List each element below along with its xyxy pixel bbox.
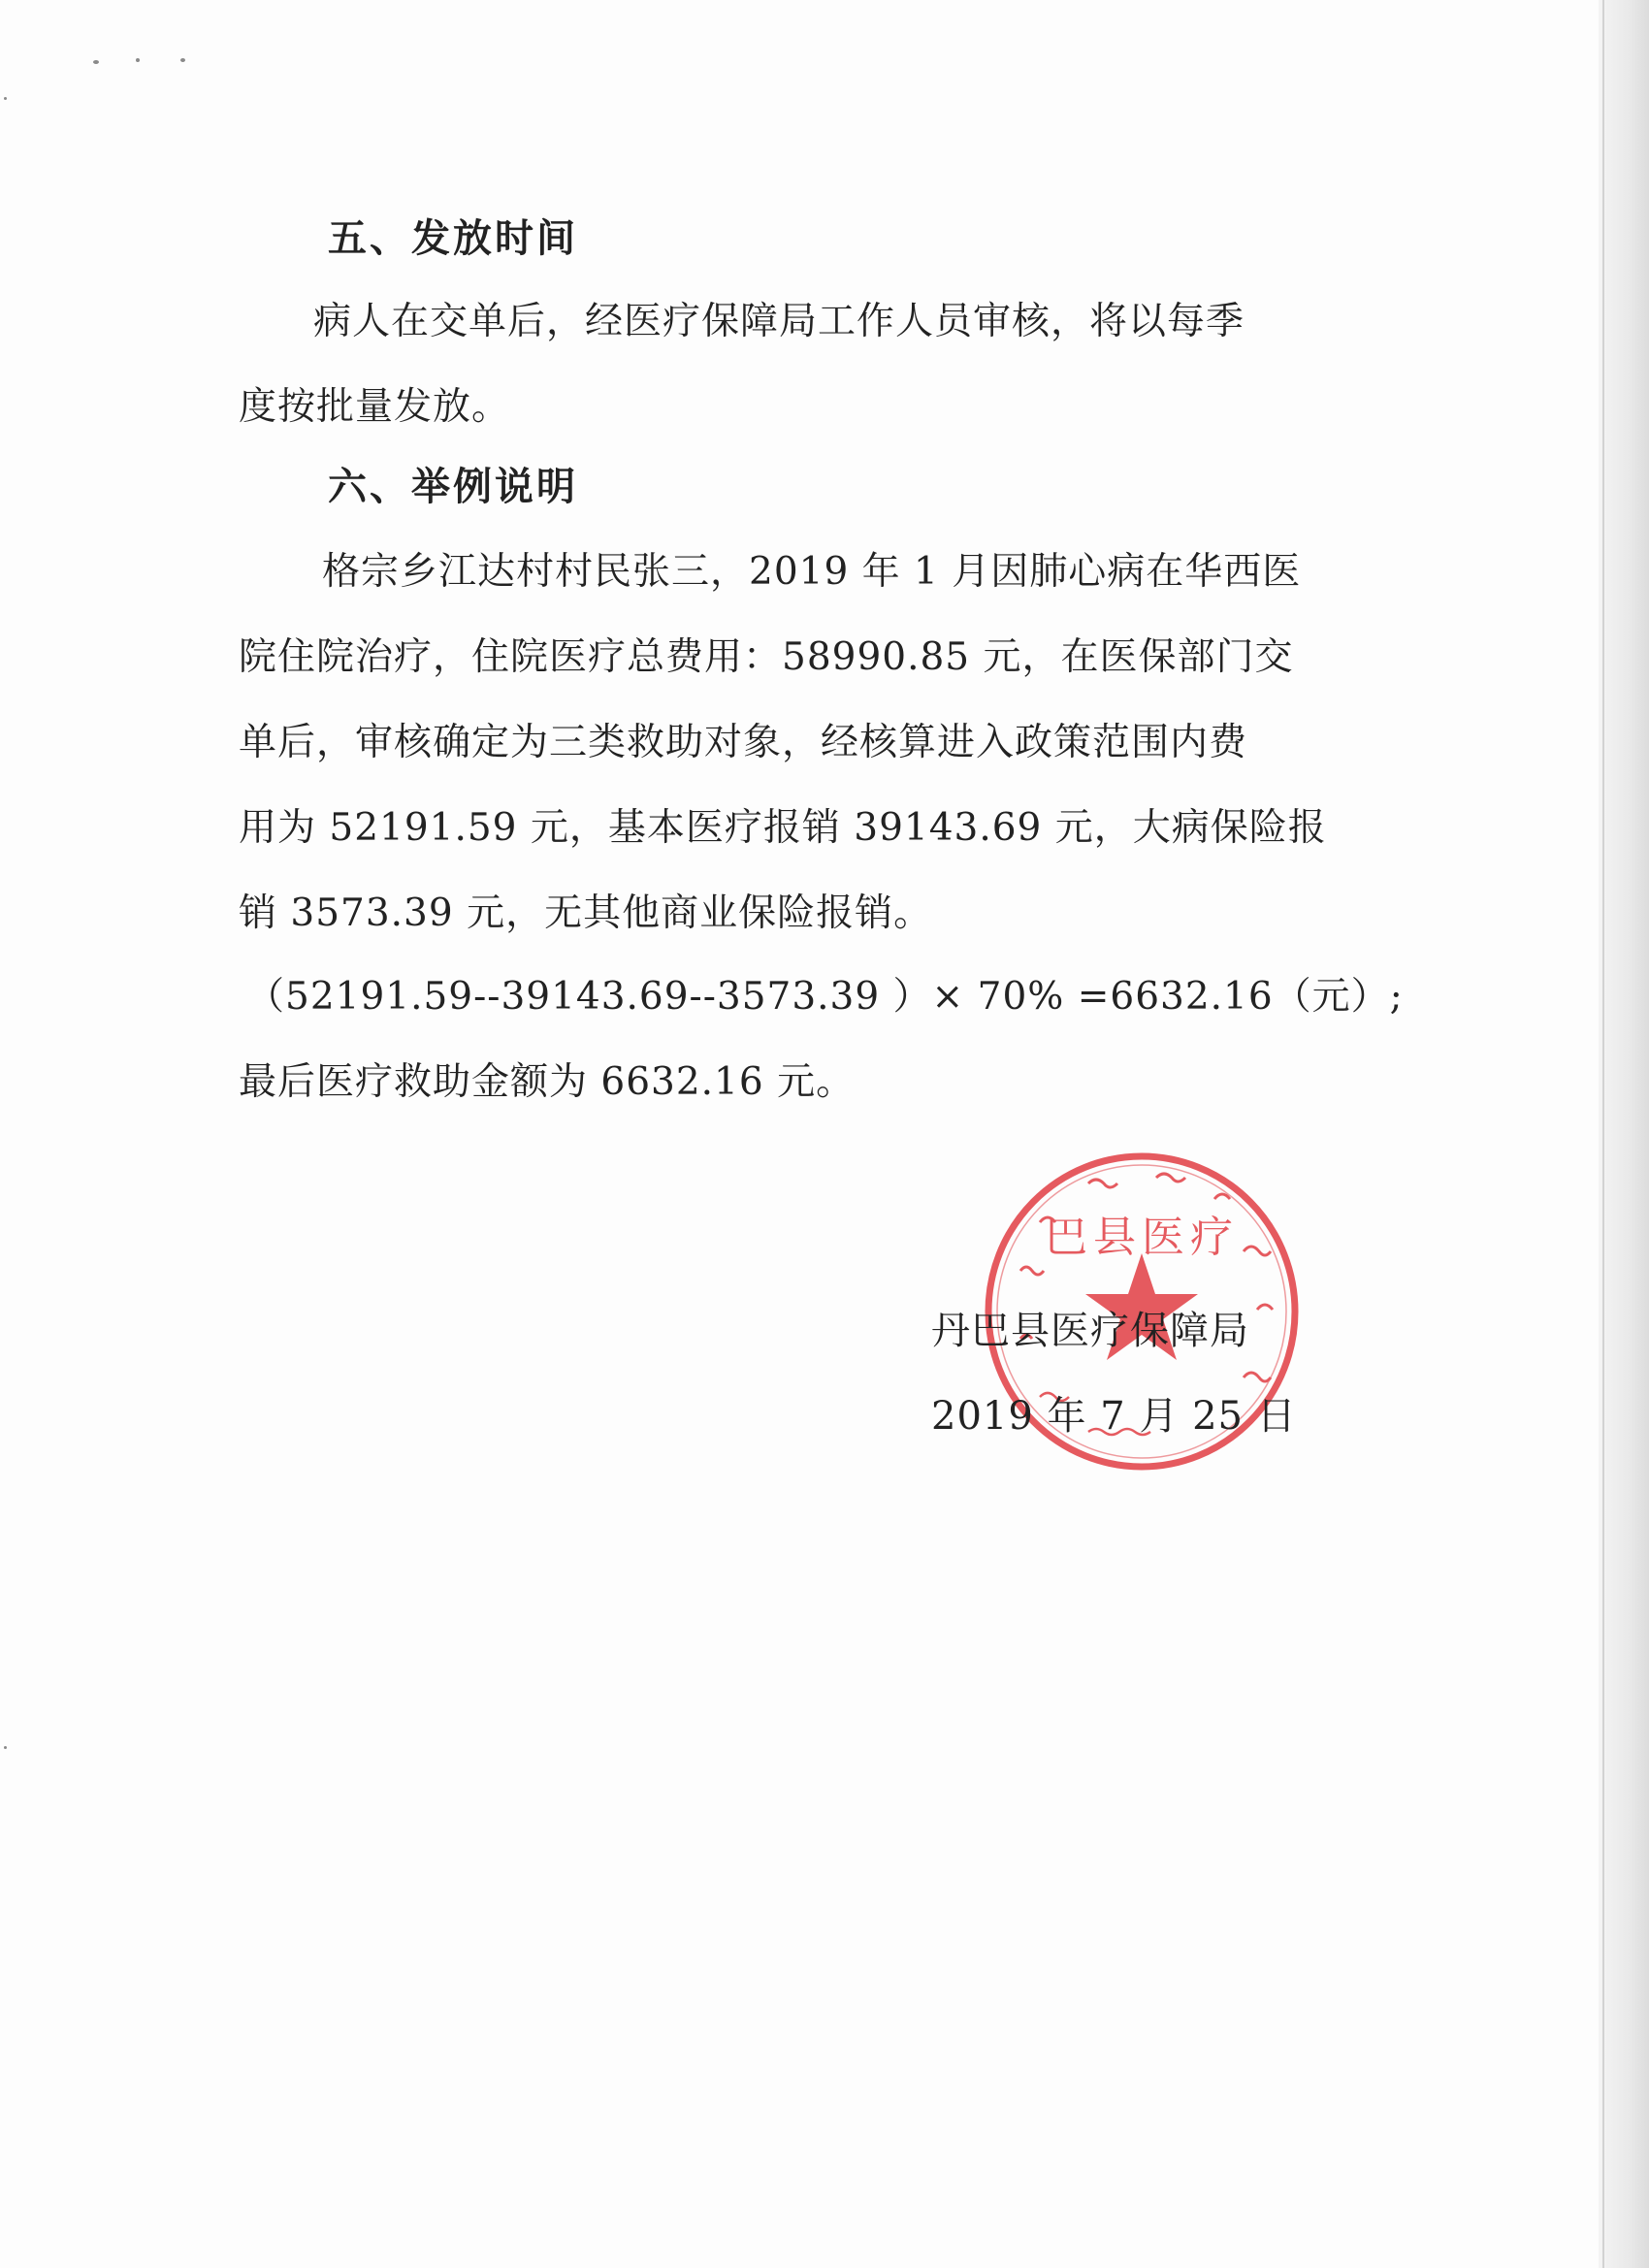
seal-top-text: 巴县医疗 (1045, 1213, 1239, 1262)
formula-line: （52191.59--39143.69--3573.39 ）× 70% =6632.16（元）; (246, 975, 1404, 1019)
paragraph-line: 单后，审核确定为三类救助对象，经核算进入政策范围内费 (239, 721, 1248, 764)
scan-edge-shadow (1599, 0, 1649, 2268)
paragraph-line: 病人在交单后，经医疗保障局工作人员审核，将以每季 (313, 300, 1245, 343)
paragraph-line: 格宗乡江达村村民张三，2019 年 1 月因肺心病在华西医 (322, 550, 1302, 594)
scan-speck (4, 97, 7, 100)
paragraph-line: 销 3573.39 元，无其他商业保险报销。 (239, 891, 933, 935)
scan-speck (180, 58, 185, 62)
paragraph-line: 度按批量发放。 (239, 385, 511, 429)
paragraph-line: 最后医疗救助金额为 6632.16 元。 (239, 1060, 856, 1104)
paragraph-line: 用为 52191.59 元，基本医疗报销 39143.69 元，大病保险报 (239, 806, 1327, 850)
paragraph-line: 院住院治疗，住院医疗总费用：58990.85 元，在医保部门交 (239, 635, 1294, 679)
scan-speck (4, 1746, 7, 1749)
scan-speck (93, 60, 99, 64)
section-heading-release-time: 五、发放时间 (328, 216, 578, 261)
section-heading-example: 六、举例说明 (328, 465, 578, 509)
scan-edge-line (1602, 0, 1604, 2268)
issue-date: 2019 年 7 月 25 日 (931, 1394, 1297, 1439)
issuing-organization: 丹巴县医疗保障局 (931, 1309, 1249, 1353)
scan-speck (136, 58, 140, 62)
